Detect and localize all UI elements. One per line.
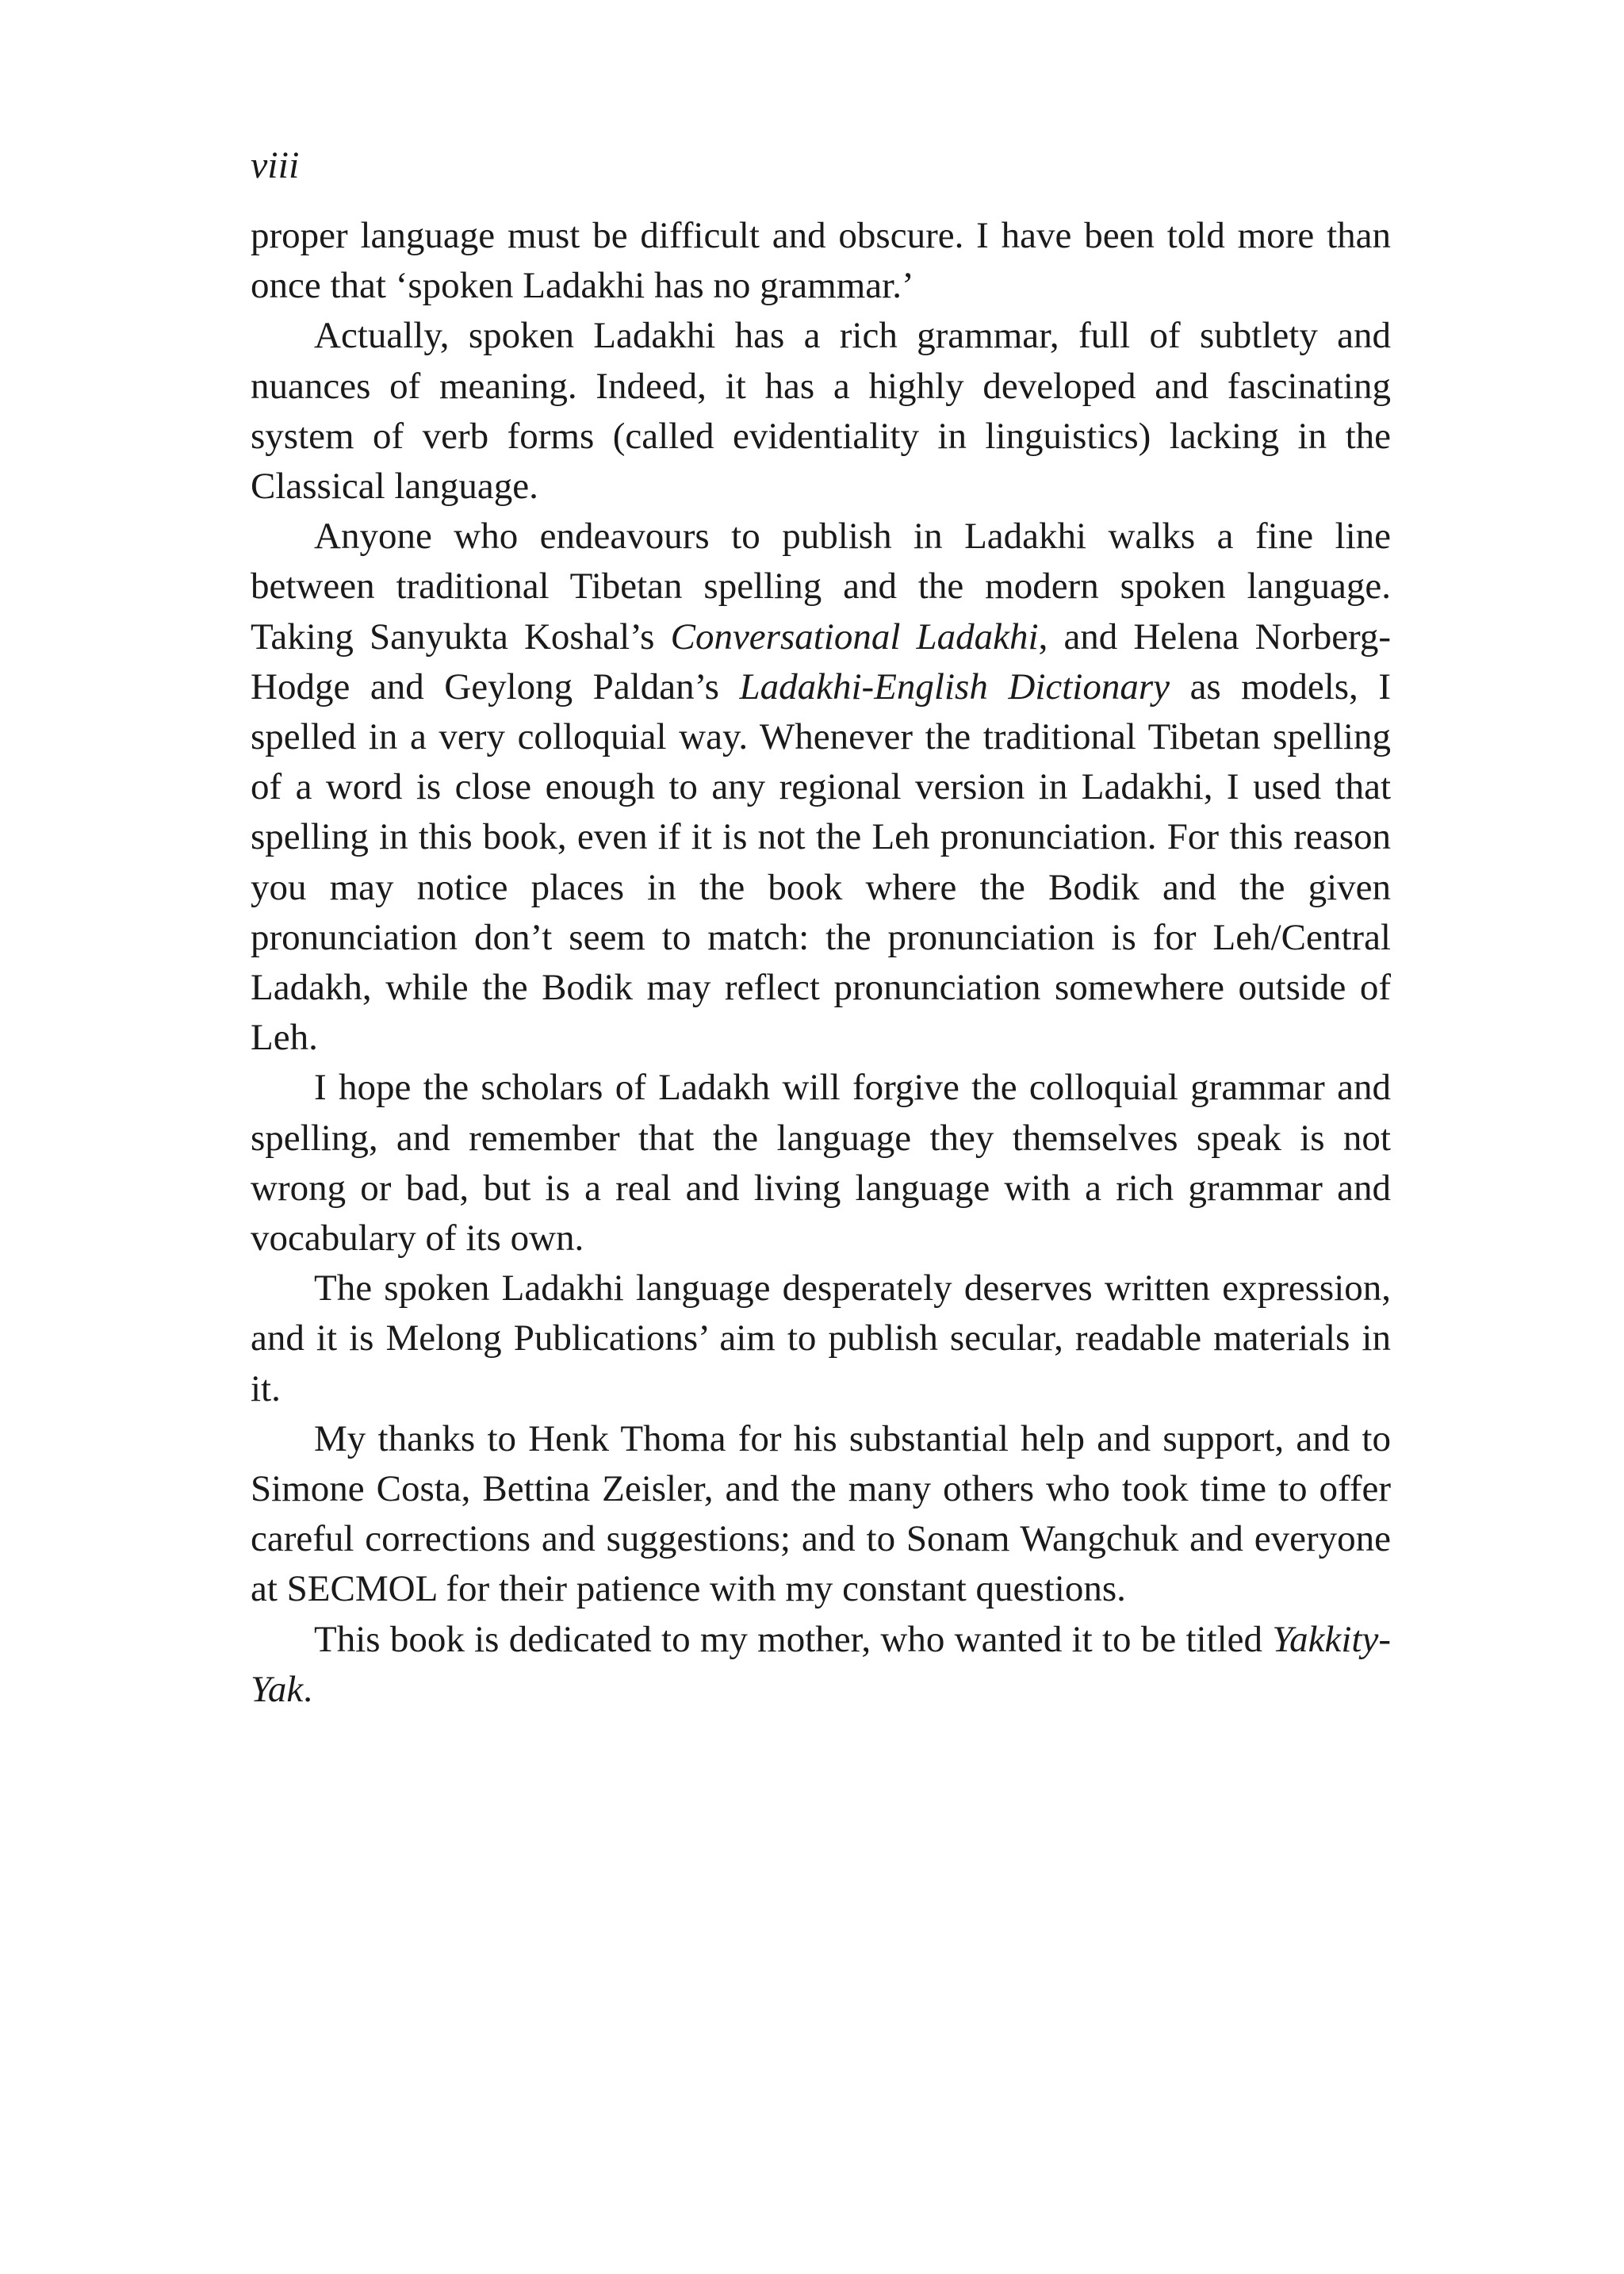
paragraph-spelling-text-3: as models, I spelled in a very colloquial way. Whenever the traditional Tibetan spelling of a word is close enough to any regional version in Ladakhi, I used that spelling in this book, even if it is not the Leh pronunciation. For this reason you may notice places in the book where the Bodik and the given pronunciation don’t seem to match: the pronunciation is for Leh/Central Ladakh, while the Bodik may reflect pronunciation somewhere outside of Leh. <box>251 665 1391 1059</box>
title-yakkity-yak: Yakkity-Yak <box>251 1618 1391 1710</box>
body-text <box>251 211 1391 1715</box>
paragraph-spelling <box>251 512 1391 1063</box>
paragraph-grammar: Actually, spoken Ladakhi has a rich grammar, full of subtlety and nuances of meaning. Indeed, it has a highly developed and fascinating system of verb forms (called evidentiality in linguistics) lacking in the Classical language. <box>251 315 1391 508</box>
book-title-ladakhi-english-dictionary: Ladakhi-English Dictionary <box>739 665 1170 708</box>
paragraph-continuation: proper language must be difficult and obscure. I have been told more than once that ‘spoken Ladakhi has no grammar.’ <box>251 215 1391 307</box>
paragraph-dedication-text-2: . <box>303 1668 312 1710</box>
book-title-conversational-ladakhi: Conversational Ladakhi <box>670 615 1039 658</box>
paragraph-scholars: I hope the scholars of Ladakh will forgive the colloquial grammar and spelling, and remember that the language they themselves speak is not wrong or bad, but is a real and living language with a rich grammar and vocabulary of its own. <box>251 1067 1391 1260</box>
page-number: viii <box>251 144 300 186</box>
paragraph-spelling-text-2: , and Helena Norberg-Hodge and Geylong Paldan’s <box>251 615 1392 708</box>
paragraph-publications: The spoken Ladakhi language desperately deserves written expression, and it is Melong Publications’ aim to publish secular, readable materials in it. <box>251 1267 1391 1409</box>
paragraph-spelling-text-1: Anyone who endeavours to publish in Ladakhi walks a fine line between traditional Tibetan spelling and the modern spoken language. Taking Sanyukta Koshal’s <box>251 516 1391 658</box>
paragraph-dedication-text-1: This book is dedicated to my mother, who wanted it to be titled <box>314 1618 1273 1660</box>
paragraph-dedication <box>251 1615 1391 1715</box>
paragraph-thanks: My thanks to Henk Thoma for his substantial help and support, and to Simone Costa, Bettina Zeisler, and the many others who took time to offer careful corrections and suggestions; and to Sonam Wangchuk and everyone at SECMOL for their patience with my constant questions. <box>251 1417 1391 1610</box>
